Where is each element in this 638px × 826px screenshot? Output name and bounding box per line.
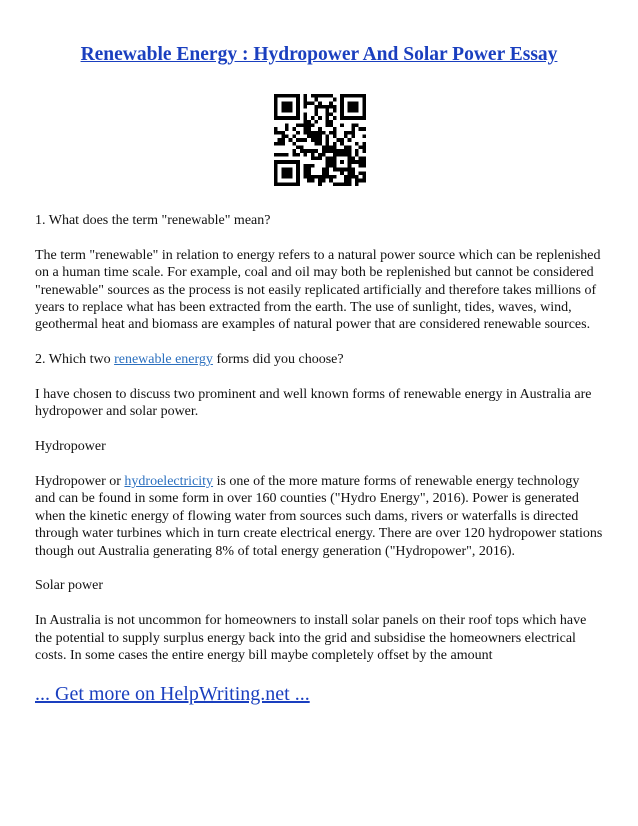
renewable-energy-link[interactable]: renewable energy: [114, 352, 213, 368]
document-title[interactable]: Renewable Energy : Hydropower And Solar Power Essay: [80, 44, 558, 65]
qr-code-icon: [274, 94, 366, 186]
heading-solar-power: Solar power: [35, 578, 104, 594]
get-more-container: [35, 682, 603, 706]
paragraph-renewable-definition: The term "renewable" in relation to energy refers to a natural power source which can be replenished on a human time scale. For example, coal and oil may both be replenished but cannot be considered "renewable" sources as the process is not easily replicated artificially and therefore takes millions of years to replace what has been extracted from the earth. The use of sunlight, tides, waves, wind, geothermal heat and biomass are examples of natural power that are considered renewable sources.: [35, 247, 601, 333]
hydroelectricity-link[interactable]: hydroelectricity: [124, 474, 214, 490]
paragraph-solar-power: In Australia is not uncommon for homeowners to install solar panels on their roof tops which have the potential to supply surplus energy back into the grid and subsidise the homeowners electrical costs. In some cases the entire energy bill maybe completely offset by the amount: [35, 613, 587, 664]
document-body: [35, 212, 603, 706]
question-2-text-after: forms did you choose?: [212, 352, 344, 368]
question-2-text-before: 2. Which two: [35, 352, 115, 368]
question-1: 1. What does the term "renewable" mean?: [35, 213, 271, 228]
hydropower-text-before: Hydropower or: [35, 474, 125, 490]
question-2: [35, 351, 603, 368]
heading-hydropower: Hydropower: [35, 439, 106, 455]
paragraph-hydropower: [35, 473, 603, 560]
get-more-link[interactable]: ... Get more on HelpWriting.net ...: [35, 682, 310, 705]
paragraph-chosen-forms: I have chosen to discuss two prominent and well known forms of renewable energy in Australia are hydropower and solar power.: [35, 387, 592, 420]
hydropower-text-after: is one of the more mature forms of renewable energy technology and can be found in some form in over 160 counties ("Hydro Energy", 2016). Power is generated when the kinetic energy of flowing water from sources such dams, rivers or waterfalls is directed through water turbines which in turn create electrical energy. There are over 120 hydropower stations though out Australia generating 8% of total energy generation ("Hydropower", 2016).: [35, 474, 603, 559]
